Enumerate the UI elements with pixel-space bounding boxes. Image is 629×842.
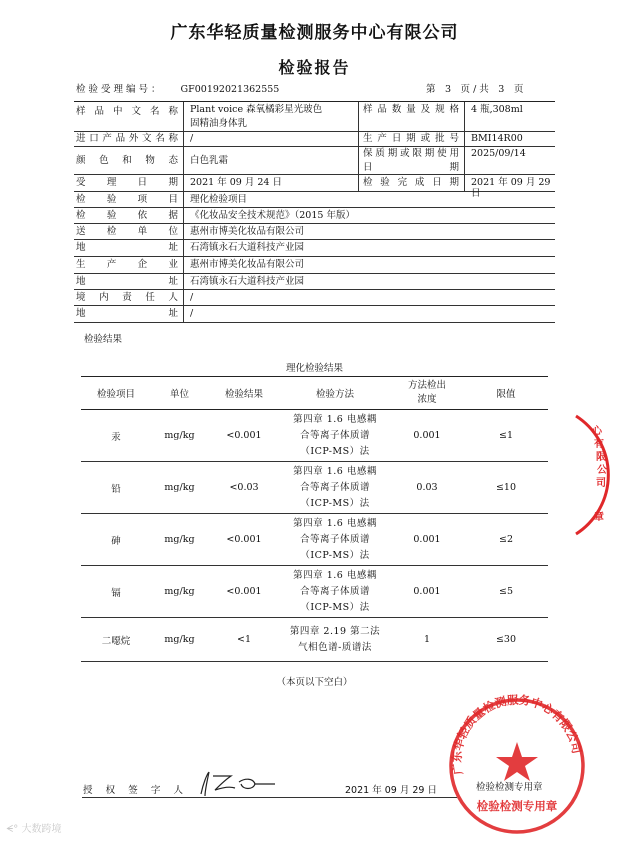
column-divider: [183, 207, 184, 223]
method-line: 第四章 1.6 电感耦: [293, 517, 377, 529]
column-divider: [183, 174, 184, 191]
info-value-line: /: [190, 132, 194, 144]
detection-limit: 0.001: [390, 566, 464, 618]
info-value-line: /: [190, 291, 194, 303]
info-label: 送检单位: [76, 225, 178, 237]
info-value-2: 4 瓶,308ml: [471, 104, 523, 115]
column-divider: [358, 174, 359, 191]
unit: mg/kg: [151, 514, 208, 566]
document-title: 检验报告: [278, 58, 351, 77]
info-value-line: 白色乳霜: [190, 154, 229, 166]
info-value: [190, 210, 355, 221]
test-result: <0.001: [208, 566, 280, 618]
info-value-2: 2021 年 09 月 29 日: [471, 177, 551, 199]
test-method: [280, 410, 390, 462]
results-header-row: [81, 377, 548, 410]
method-line: 第四章 1.6 电感耦: [293, 413, 377, 425]
watermark-logo-icon: ᗕ°: [6, 824, 19, 835]
test-result: <0.03: [208, 462, 280, 514]
column-divider: [183, 191, 184, 207]
side-seal-char: 章: [594, 512, 604, 523]
column-divider: [183, 223, 184, 239]
limit-value: ≤1: [464, 410, 548, 462]
info-label: 地址: [76, 242, 178, 253]
info-value: [190, 242, 304, 253]
info-value-2: BMI14R00: [471, 132, 523, 144]
unit: mg/kg: [151, 618, 208, 662]
info-label-2: 样品数量及规格: [363, 104, 459, 115]
info-row: [74, 289, 555, 306]
table-row: [81, 410, 548, 462]
info-value: [190, 276, 304, 287]
col-item: 检验项目: [81, 377, 151, 410]
info-value: [190, 177, 282, 188]
info-value: [190, 308, 193, 319]
test-item: 砷: [81, 514, 151, 566]
info-row: [74, 101, 555, 132]
method-line: 第四章 1.6 电感耦: [293, 569, 377, 581]
info-label: 样品中文名称: [76, 106, 178, 117]
column-divider: [358, 146, 359, 174]
test-method: [280, 514, 390, 566]
info-value-line: 惠州市博美化妆品有限公司: [190, 259, 305, 270]
test-result: <0.001: [208, 514, 280, 566]
results-table: [81, 376, 548, 662]
info-row: [74, 305, 555, 323]
method-line: 合等离子体质谱: [299, 429, 370, 441]
column-divider: [464, 130, 465, 146]
info-value-line: 《化妆品安全技术规范》（2015 年版）: [190, 209, 355, 221]
info-value: [190, 155, 228, 166]
info-label-2-line: 保质期或限期使用: [363, 148, 459, 159]
column-divider: [464, 174, 465, 191]
unit: mg/kg: [151, 410, 208, 462]
method-line: 合等离子体质谱: [299, 533, 370, 545]
info-value-line: 理化检验项目: [190, 193, 248, 205]
unit: mg/kg: [151, 462, 208, 514]
column-divider: [464, 102, 465, 131]
acceptance-no-label: 检验受理编号：: [76, 84, 164, 95]
column-divider: [464, 146, 465, 174]
signature-date: 2021 年 09 月 29 日: [345, 785, 437, 796]
method-line: （ICP-MS）法: [300, 497, 370, 509]
signatory-label: 授权签字人: [83, 785, 183, 796]
info-value-line: 惠州市博美化妆品有限公司: [190, 225, 305, 237]
detection-limit: 1: [390, 618, 464, 662]
side-seal-text: 心有限公司: [592, 426, 607, 489]
handwritten-signature: [195, 768, 277, 798]
limit-value: ≤5: [464, 566, 548, 618]
info-value-line: Plant voice 森氧橘彩星光玻色: [190, 104, 323, 115]
method-line: （ICP-MS）法: [300, 549, 370, 561]
limit-value: ≤10: [464, 462, 548, 514]
info-label: 境内责任人: [76, 291, 178, 303]
info-value-2: 2025/09/14: [471, 148, 526, 159]
test-method: [280, 618, 390, 662]
col-lod: 方法检出 浓度: [390, 377, 464, 410]
test-item: 汞: [81, 410, 151, 462]
info-value: [190, 104, 322, 129]
method-line: （ICP-MS）法: [300, 445, 370, 457]
method-line: 合等离子体质谱: [299, 585, 370, 597]
column-divider: [183, 305, 184, 322]
info-label-2: [363, 148, 459, 173]
test-method: [280, 462, 390, 514]
info-row: [74, 191, 555, 208]
unit: mg/kg: [151, 566, 208, 618]
col-result: 检验结果: [208, 377, 280, 410]
watermark-text: 大数跨境: [21, 824, 62, 835]
side-seal-stamp: [572, 410, 629, 540]
test-item: 镉: [81, 566, 151, 618]
info-value: [190, 292, 193, 303]
info-value-line: 固精油身体乳: [190, 118, 248, 129]
info-row: [74, 256, 555, 274]
limit-value: ≤30: [464, 618, 548, 662]
official-seal-stamp: [442, 690, 592, 836]
info-value: [190, 133, 193, 144]
detection-limit: 0.001: [390, 410, 464, 462]
method-line: 第四章 2.19 第二法: [289, 625, 381, 637]
test-method: [280, 566, 390, 618]
method-line: 第四章 1.6 电感耦: [293, 465, 377, 477]
info-row: [74, 239, 555, 257]
info-label-2: 生产日期或批号: [363, 132, 459, 144]
column-divider: [183, 102, 184, 131]
info-value: [190, 259, 304, 270]
test-result: <1: [208, 618, 280, 662]
info-value-line: /: [190, 308, 194, 319]
info-value: [190, 194, 247, 205]
table-row: [81, 618, 548, 662]
info-label: 检验项目: [76, 193, 178, 205]
table-row: [81, 462, 548, 514]
section-label: 检验结果: [84, 334, 123, 345]
detection-limit: 0.001: [390, 514, 464, 566]
info-row: [74, 207, 555, 224]
info-label: 地址: [76, 308, 178, 319]
info-label: 地址: [76, 275, 178, 287]
info-row: [74, 223, 555, 240]
stamp-caption: 检验检测专用章: [476, 782, 543, 793]
signature-divider: [82, 797, 457, 798]
column-divider: [183, 130, 184, 146]
col-method: 检验方法: [280, 377, 390, 410]
page-info: 第 3 页 / 共 3 页: [426, 84, 524, 95]
method-line: 合等离子体质谱: [299, 481, 370, 493]
info-value-line: 石湾镇永石大道科技产业园: [190, 275, 305, 287]
limit-value: ≤2: [464, 514, 548, 566]
info-label: 检验依据: [76, 209, 178, 221]
column-divider: [358, 102, 359, 131]
method-line: 气相色谱-质谱法: [298, 641, 372, 653]
seal-center-text: 检验检测专用章: [476, 799, 558, 813]
method-line: （ICP-MS）法: [300, 601, 370, 613]
col-limit: 限值: [464, 377, 548, 410]
column-divider: [183, 256, 184, 273]
acceptance-number-line: [76, 84, 279, 95]
seal-ring-text: 广东华轻质量检测服务中心有限公司: [449, 692, 584, 776]
info-label-2-line: 日 期: [363, 162, 459, 173]
acceptance-no-value: GF00192021362555: [180, 84, 280, 95]
info-value-line: 石湾镇永石大道科技产业园: [190, 242, 305, 253]
detection-limit: 0.03: [390, 462, 464, 514]
watermark: [6, 820, 61, 835]
table-row: [81, 566, 548, 618]
info-label: 受理日期: [76, 177, 178, 188]
info-label: 颜色和物态: [76, 154, 178, 166]
info-value-line: 2021 年 09 月 24 日: [190, 177, 282, 188]
table-row: [81, 514, 548, 566]
blank-note: （本页以下空白）: [276, 677, 353, 688]
info-label-2: 检验完成日期: [363, 177, 459, 188]
col-unit: 单位: [151, 377, 208, 410]
info-label: 生产企业: [76, 259, 178, 270]
column-divider: [358, 130, 359, 146]
column-divider: [183, 146, 184, 174]
test-item: 二噁烷: [81, 618, 151, 662]
column-divider: [183, 289, 184, 305]
info-row: [74, 273, 555, 290]
seal-star-icon: [496, 742, 538, 781]
column-divider: [183, 239, 184, 256]
test-result: <0.001: [208, 410, 280, 462]
results-table-title: 理化检验结果: [285, 363, 343, 374]
info-row: [74, 146, 555, 175]
info-label: 进口产品外文名称: [76, 132, 178, 144]
org-name: 广东华轻质量检测服务中心有限公司: [170, 23, 459, 43]
test-item: 铅: [81, 462, 151, 514]
info-row: [74, 130, 555, 147]
info-value: [190, 226, 304, 237]
column-divider: [183, 273, 184, 289]
